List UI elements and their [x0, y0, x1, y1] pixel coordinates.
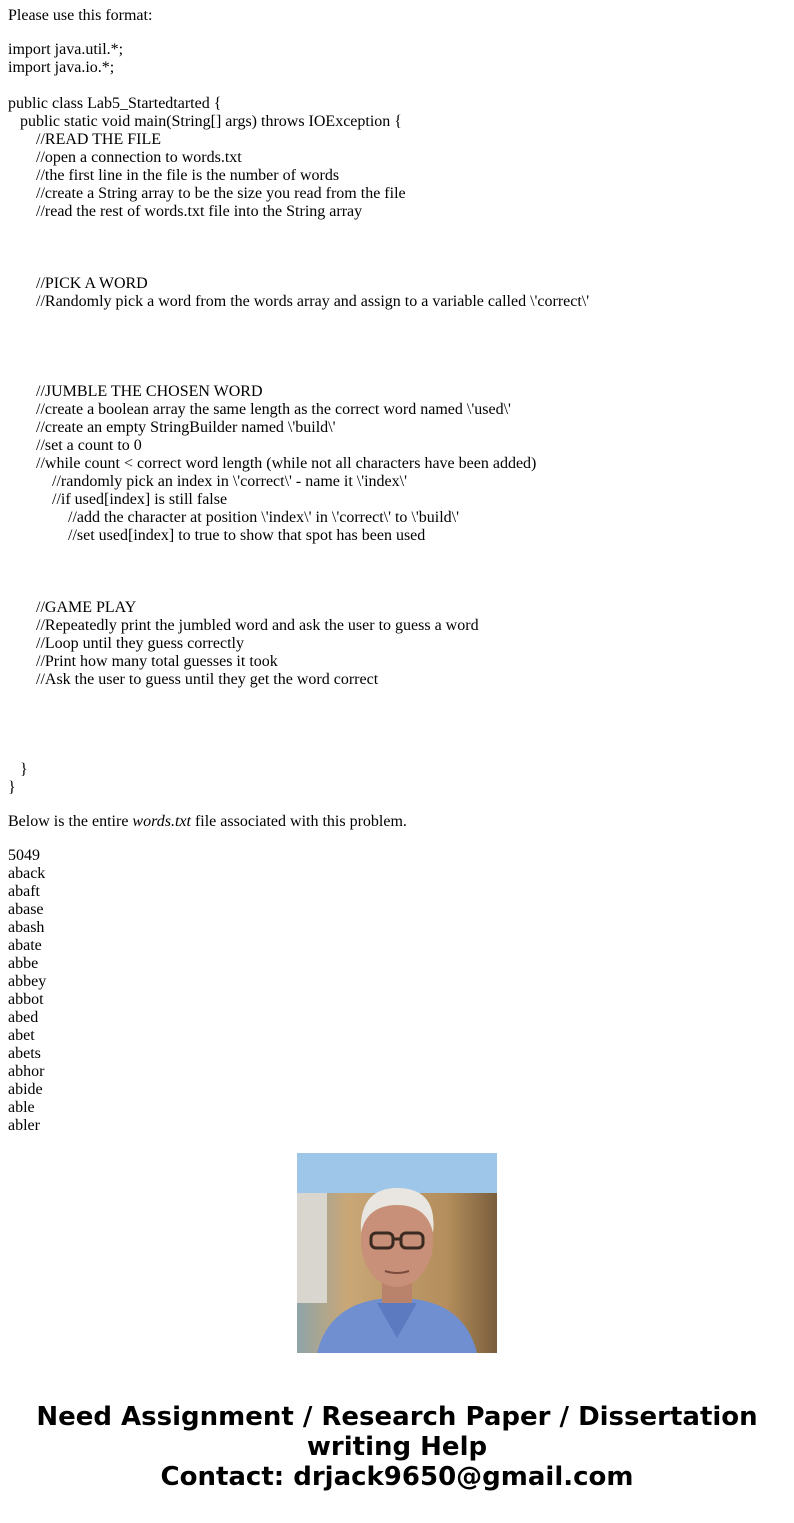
- code-line: public class Lab5_Startedtarted {: [8, 95, 222, 112]
- footer-line-1: Need Assignment / Research Paper / Dissertation: [36, 1402, 758, 1432]
- code-line: [8, 563, 786, 581]
- code-line: public static void main(String[] args) throws IOException {: [8, 113, 402, 130]
- code-line: //read the rest of words.txt file into the String array: [8, 203, 363, 220]
- word-item: abbot: [8, 991, 44, 1008]
- code-line: }: [8, 761, 28, 778]
- code-line: //create a boolean array the same length as the correct word named \'used\': [8, 401, 511, 418]
- avatar: [297, 1153, 497, 1353]
- code-line: //set used[index] to true to show that spot has been used: [8, 527, 426, 544]
- code-line: [8, 347, 786, 365]
- code-line: [8, 239, 786, 257]
- words-note-filename: words.txt: [132, 813, 191, 830]
- word-item: abide: [8, 1081, 43, 1098]
- code-line: //Loop until they guess correctly: [8, 635, 244, 652]
- word-item: abate: [8, 937, 42, 954]
- code-line: import java.io.*;: [8, 59, 115, 76]
- footer-contact: Contact: drjack9650@gmail.com: [160, 1462, 634, 1492]
- code-line: //JUMBLE THE CHOSEN WORD: [8, 383, 263, 400]
- words-list: [8, 847, 786, 1134]
- code-line: //add the character at position \'index\' in \'correct\' to \'build\': [8, 509, 459, 526]
- code-line: //GAME PLAY: [8, 599, 137, 616]
- footer-line-2: writing Help: [306, 1432, 488, 1462]
- words-note: [8, 813, 786, 831]
- word-item: abase: [8, 901, 44, 918]
- code-line: [8, 329, 786, 347]
- code-line: [8, 311, 786, 329]
- word-item: abbey: [8, 973, 47, 990]
- words-note-after: file associated with this problem.: [190, 813, 407, 830]
- word-item: aback: [8, 865, 46, 882]
- document-body: [8, 7, 786, 1134]
- code-line: [8, 689, 786, 707]
- code-line: import java.util.*;: [8, 41, 124, 58]
- code-line: //create a String array to be the size you read from the file: [8, 185, 406, 202]
- words-note-before: Below is the entire: [8, 813, 133, 830]
- code-block: [8, 41, 786, 797]
- word-item: abhor: [8, 1063, 45, 1080]
- code-line: //Ask the user to guess until they get the word correct: [8, 671, 379, 688]
- code-line: [8, 257, 786, 275]
- footer-banner: [0, 1402, 794, 1492]
- code-line: //READ THE FILE: [8, 131, 162, 148]
- word-item: abbe: [8, 955, 39, 972]
- code-line: }: [8, 779, 16, 796]
- word-item: abets: [8, 1045, 41, 1062]
- word-count: 5049: [8, 847, 40, 864]
- code-line: //PICK A WORD: [8, 275, 148, 292]
- code-line: //Print how many total guesses it took: [8, 653, 278, 670]
- code-line: //while count < correct word length (while not all characters have been added): [8, 455, 537, 472]
- code-line: //open a connection to words.txt: [8, 149, 242, 166]
- person-portrait-icon: [297, 1153, 497, 1353]
- intro-text: Please use this format:: [8, 7, 153, 24]
- code-line: [8, 365, 786, 383]
- code-line: [8, 743, 786, 761]
- code-line: //create an empty StringBuilder named \'build\': [8, 419, 336, 436]
- word-item: abed: [8, 1009, 39, 1026]
- code-line: [8, 77, 786, 95]
- code-line: //Repeatedly print the jumbled word and ask the user to guess a word: [8, 617, 479, 634]
- code-line: //Randomly pick a word from the words array and assign to a variable called \'correct\': [8, 293, 590, 310]
- code-line: //if used[index] is still false: [8, 491, 228, 508]
- word-item: abash: [8, 919, 45, 936]
- word-item: abet: [8, 1027, 35, 1044]
- code-line: [8, 581, 786, 599]
- code-line: //set a count to 0: [8, 437, 142, 454]
- code-line: [8, 725, 786, 743]
- code-line: [8, 707, 786, 725]
- code-line: [8, 221, 786, 239]
- code-line: [8, 545, 786, 563]
- word-item: abler: [8, 1117, 40, 1134]
- word-item: able: [8, 1099, 35, 1116]
- code-line: //randomly pick an index in \'correct\' - name it \'index\': [8, 473, 407, 490]
- code-line: //the first line in the file is the number of words: [8, 167, 340, 184]
- word-item: abaft: [8, 883, 40, 900]
